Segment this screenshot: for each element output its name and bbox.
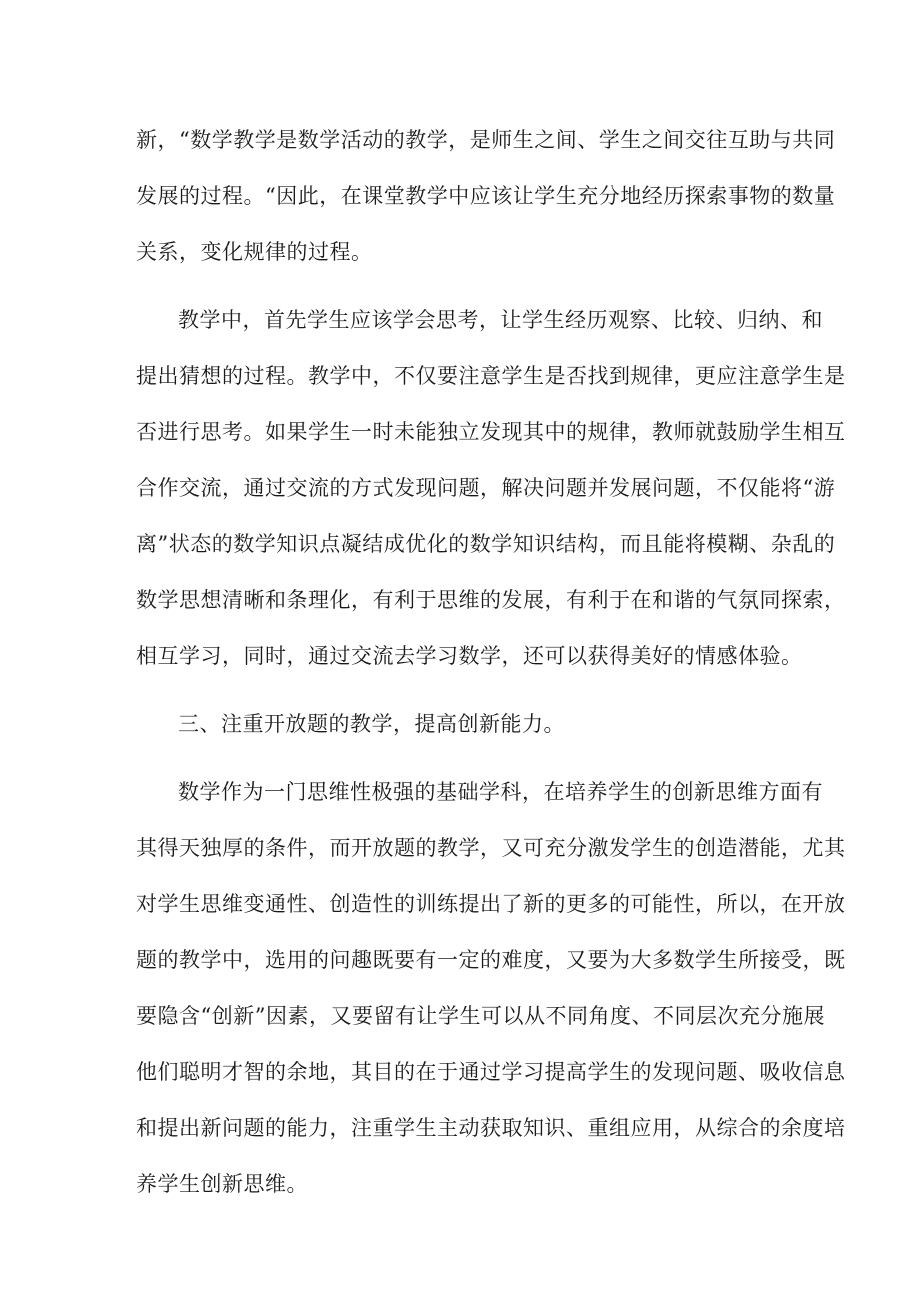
paragraph-1-line-3: 关系，变化规律的过程。 (136, 240, 373, 264)
paragraph-2-line-1: 教学中，首先学生应该学会思考，让学生经历观察、比较、归纳、和 (178, 308, 823, 332)
paragraph-1-line-1: 新，“数学教学是数学活动的教学，是师生之间、学生之间交往互助与共同 (136, 128, 836, 152)
paragraph-4-line-2: 其得天独厚的条件，而开放题的教学，又可充分激发学生的创造潜能，尤其 (136, 836, 846, 860)
paragraph-4-line-1: 数学作为一门思维性极强的基础学科，在培养学生的创新思维方面有 (178, 780, 823, 804)
paragraph-4-line-3: 对学生思维变通性、创造性的训练提出了新的更多的可能性，所以，在开放 (136, 892, 846, 916)
paragraph-2-line-6: 数学思想清晰和条理化，有利于思维的发展，有利于在和谐的气氛同探索， (136, 588, 846, 612)
paragraph-4-line-5: 要隐含“创新”因素，又要留有让学生可以从不同角度、不同层次充分施展 (136, 1004, 825, 1028)
paragraph-2-line-5: 离”状态的数学知识点凝结成优化的数学知识结构，而且能将模糊、杂乱的 (136, 532, 836, 556)
paragraph-1-line-2: 发展的过程。“因此，在课堂教学中应该让学生充分地经历探索事物的数量 (136, 184, 836, 208)
paragraph-2-line-7: 相互学习，同时，通过交流去学习数学，还可以获得美好的情感体验。 (136, 644, 803, 668)
paragraph-2-line-2: 提出猜想的过程。教学中，不仅要注意学生是否找到规律，更应注意学生是 (136, 364, 846, 388)
paragraph-4-line-8: 养学生创新思维。 (136, 1172, 308, 1196)
paragraph-4-line-6: 他们聪明才智的余地，其目的在于通过学习提高学生的发现问题、吸收信息 (136, 1060, 846, 1084)
paragraph-4-line-4: 题的教学中，选用的问趣既要有一定的难度，又要为大多数学生所接受，既 (136, 948, 846, 972)
paragraph-2-line-3: 否进行思考。如果学生一时未能独立发现其中的规律，教师就鼓励学生相互 (136, 420, 846, 444)
paragraph-4-line-7: 和提出新问题的能力，注重学生主动获取知识、重组应用，从综合的余度培 (136, 1116, 846, 1140)
section-heading-3: 三、注重开放题的教学，提高创新能力。 (178, 712, 565, 736)
paragraph-2-line-4: 合作交流，通过交流的方式发现问题，解决问题并发展问题，不仅能将“游 (136, 476, 836, 500)
